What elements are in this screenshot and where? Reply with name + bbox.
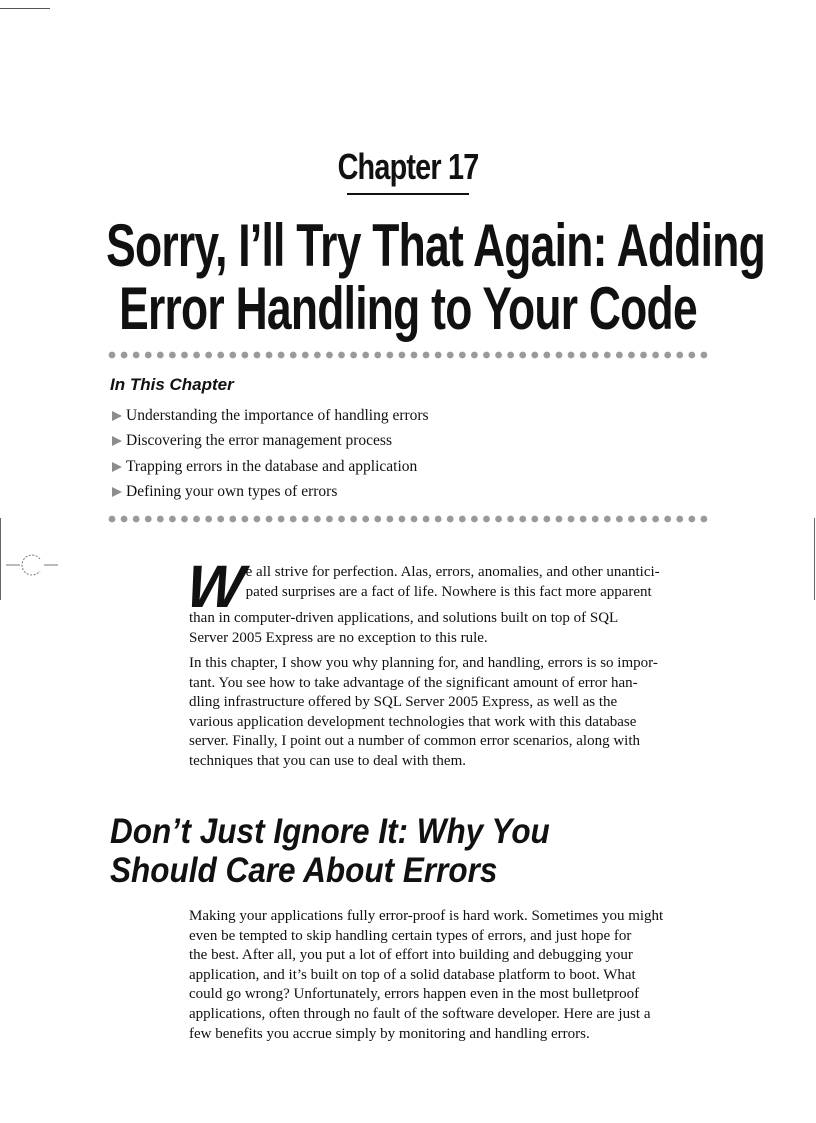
chapter-title-line: Sorry, I’ll Try That Again: Adding	[106, 212, 766, 279]
divider-dot	[374, 352, 381, 359]
divider-dot	[543, 352, 550, 359]
divider-dot	[314, 516, 321, 523]
divider-dot	[616, 352, 623, 359]
divider-dot	[411, 516, 418, 523]
divider-dot	[338, 352, 345, 359]
intro-paragraph	[183, 553, 709, 648]
divider-dot	[374, 516, 381, 523]
divider-dot	[193, 352, 200, 359]
registration-mark-icon	[6, 550, 58, 580]
paragraph-line: techniques that you can use to deal with them.	[189, 752, 467, 769]
divider-dot	[507, 516, 514, 523]
divider-dot	[121, 516, 128, 523]
arrow-bullet-icon	[110, 485, 126, 499]
divider-dot	[314, 352, 321, 359]
divider-dot	[568, 516, 575, 523]
divider-dot	[531, 516, 538, 523]
arrow-bullet-icon	[110, 460, 126, 474]
divider-dot	[701, 352, 708, 359]
drop-cap: W	[183, 553, 248, 620]
list-item	[110, 429, 429, 455]
divider-dot	[580, 516, 587, 523]
divider-dot	[531, 352, 538, 359]
divider-dot	[411, 352, 418, 359]
chapter-rule	[347, 193, 469, 195]
list-item-text: Discovering the error management process	[126, 432, 392, 450]
paragraph-line: application, and it’s built on top of a solid database platform to boot. What	[189, 966, 636, 983]
divider-dot	[350, 352, 357, 359]
divider-dot	[556, 352, 563, 359]
divider-dot	[241, 352, 248, 359]
divider-dot	[447, 516, 454, 523]
list-item	[110, 403, 429, 429]
divider-dot	[592, 352, 599, 359]
divider-dot	[133, 352, 140, 359]
divider-dot	[435, 516, 442, 523]
divider-dot	[193, 516, 200, 523]
divider-dot	[399, 352, 406, 359]
divider-dot	[556, 516, 563, 523]
divider-dot	[169, 516, 176, 523]
divider-dot	[229, 352, 236, 359]
paragraph-line: dling infrastructure offered by SQL Server 2005 Express, as well as the	[189, 694, 618, 711]
divider-dot	[241, 516, 248, 523]
divider-dot	[181, 352, 188, 359]
divider-dot	[399, 516, 406, 523]
divider-dot	[519, 352, 526, 359]
divider-dot	[145, 352, 152, 359]
list-item-text: Trapping errors in the database and application	[126, 457, 418, 475]
divider-dot	[254, 516, 261, 523]
divider-dot	[229, 516, 236, 523]
divider-dot	[628, 352, 635, 359]
divider-dot	[423, 516, 430, 523]
divider-dot	[628, 516, 635, 523]
in-this-chapter-list	[110, 403, 429, 505]
divider-dot	[217, 352, 224, 359]
divider-dot	[483, 352, 490, 359]
divider-dot	[121, 352, 128, 359]
paragraph-line: e all strive for perfection. Alas, errors, anomalies, and other unantici-	[245, 564, 660, 580]
divider-dot	[326, 352, 333, 359]
section-paragraph	[189, 907, 709, 1044]
divider-dot	[495, 516, 502, 523]
divider-dot	[676, 516, 683, 523]
divider-dot	[217, 516, 224, 523]
divider-dot	[278, 516, 285, 523]
intro-paragraph-2	[189, 654, 709, 772]
divider-dot	[266, 516, 273, 523]
divider-dot	[181, 516, 188, 523]
chapter-number: Chapter 17	[337, 146, 479, 187]
section-heading	[110, 812, 550, 890]
arrow-bullet-icon	[110, 434, 126, 448]
paragraph-line: few benefits you accrue simply by monitoring and handling errors.	[189, 1025, 590, 1042]
paragraph-line: the best. After all, you put a lot of effort into building and debugging your	[189, 947, 633, 964]
divider-dot	[604, 516, 611, 523]
paragraph-line: Server 2005 Express are no exception to this rule.	[189, 629, 488, 646]
list-item	[110, 454, 429, 480]
divider-dot	[640, 516, 647, 523]
divider-dot	[157, 516, 164, 523]
divider-dot	[423, 352, 430, 359]
crop-mark-right	[814, 518, 815, 600]
divider-dot	[205, 352, 212, 359]
divider-dot	[471, 516, 478, 523]
paragraph-line: pated surprises are a fact of life. Nowhere is this fact more apparent	[245, 583, 652, 600]
divider-dot	[652, 352, 659, 359]
arrow-bullet-icon	[110, 409, 126, 423]
divider-dot	[688, 352, 695, 359]
divider-dot	[290, 516, 297, 523]
divider-dot	[568, 352, 575, 359]
dotted-divider	[108, 514, 708, 524]
list-item	[110, 480, 429, 506]
divider-dot	[519, 516, 526, 523]
divider-dot	[447, 352, 454, 359]
divider-dot	[459, 352, 466, 359]
divider-dot	[157, 352, 164, 359]
divider-dot	[688, 516, 695, 523]
divider-dot	[290, 352, 297, 359]
divider-dot	[580, 352, 587, 359]
divider-dot	[169, 352, 176, 359]
divider-dot	[664, 516, 671, 523]
paragraph-line: applications, often through no fault of the software developer. Here are just a	[189, 1005, 651, 1022]
divider-dot	[701, 516, 708, 523]
paragraph-line: various application development technologies that work with this database	[189, 713, 637, 730]
dotted-divider	[108, 350, 708, 360]
divider-dot	[205, 516, 212, 523]
divider-dot	[109, 516, 116, 523]
divider-dot	[616, 516, 623, 523]
paragraph-line: than in computer-driven applications, and solutions built on top of SQL	[189, 610, 619, 626]
divider-dot	[266, 352, 273, 359]
divider-dot	[254, 352, 261, 359]
divider-dot	[543, 516, 550, 523]
paragraph-line: Making your applications fully error-proof is hard work. Sometimes you might	[189, 908, 664, 924]
divider-dot	[483, 516, 490, 523]
crop-mark-top	[0, 8, 50, 9]
divider-dot	[362, 516, 369, 523]
section-heading-line: Don’t Just Ignore It: Why You	[110, 812, 550, 851]
divider-dot	[302, 516, 309, 523]
divider-dot	[459, 516, 466, 523]
chapter-title	[106, 212, 766, 342]
divider-dot	[652, 516, 659, 523]
divider-dot	[350, 516, 357, 523]
paragraph-line: In this chapter, I show you why planning for, and handling, errors is so impor-	[189, 655, 658, 671]
divider-dot	[507, 352, 514, 359]
crop-mark-left	[0, 518, 1, 600]
chapter-title-line: Error Handling to Your Code	[119, 275, 697, 342]
divider-dot	[362, 352, 369, 359]
divider-dot	[592, 516, 599, 523]
divider-dot	[495, 352, 502, 359]
divider-dot	[145, 516, 152, 523]
divider-dot	[471, 352, 478, 359]
divider-dot	[109, 352, 116, 359]
divider-dot	[302, 352, 309, 359]
divider-dot	[386, 516, 393, 523]
list-item-text: Understanding the importance of handling errors	[126, 406, 429, 424]
divider-dot	[435, 352, 442, 359]
divider-dot	[640, 352, 647, 359]
divider-dot	[278, 352, 285, 359]
paragraph-line: tant. You see how to take advantage of the significant amount of error han-	[189, 674, 638, 691]
paragraph-line: could go wrong? Unfortunately, errors happen even in the most bulletproof	[189, 986, 640, 1003]
paragraph-line: server. Finally, I point out a number of common error scenarios, along with	[189, 733, 641, 750]
list-item-text: Defining your own types of errors	[126, 483, 338, 501]
divider-dot	[604, 352, 611, 359]
paragraph-line: even be tempted to skip handling certain types of errors, and just hope for	[189, 927, 632, 944]
divider-dot	[676, 352, 683, 359]
divider-dot	[133, 516, 140, 523]
divider-dot	[338, 516, 345, 523]
in-this-chapter-heading: In This Chapter	[110, 375, 234, 394]
divider-dot	[326, 516, 333, 523]
divider-dot	[664, 352, 671, 359]
section-heading-line: Should Care About Errors	[110, 851, 498, 890]
divider-dot	[386, 352, 393, 359]
